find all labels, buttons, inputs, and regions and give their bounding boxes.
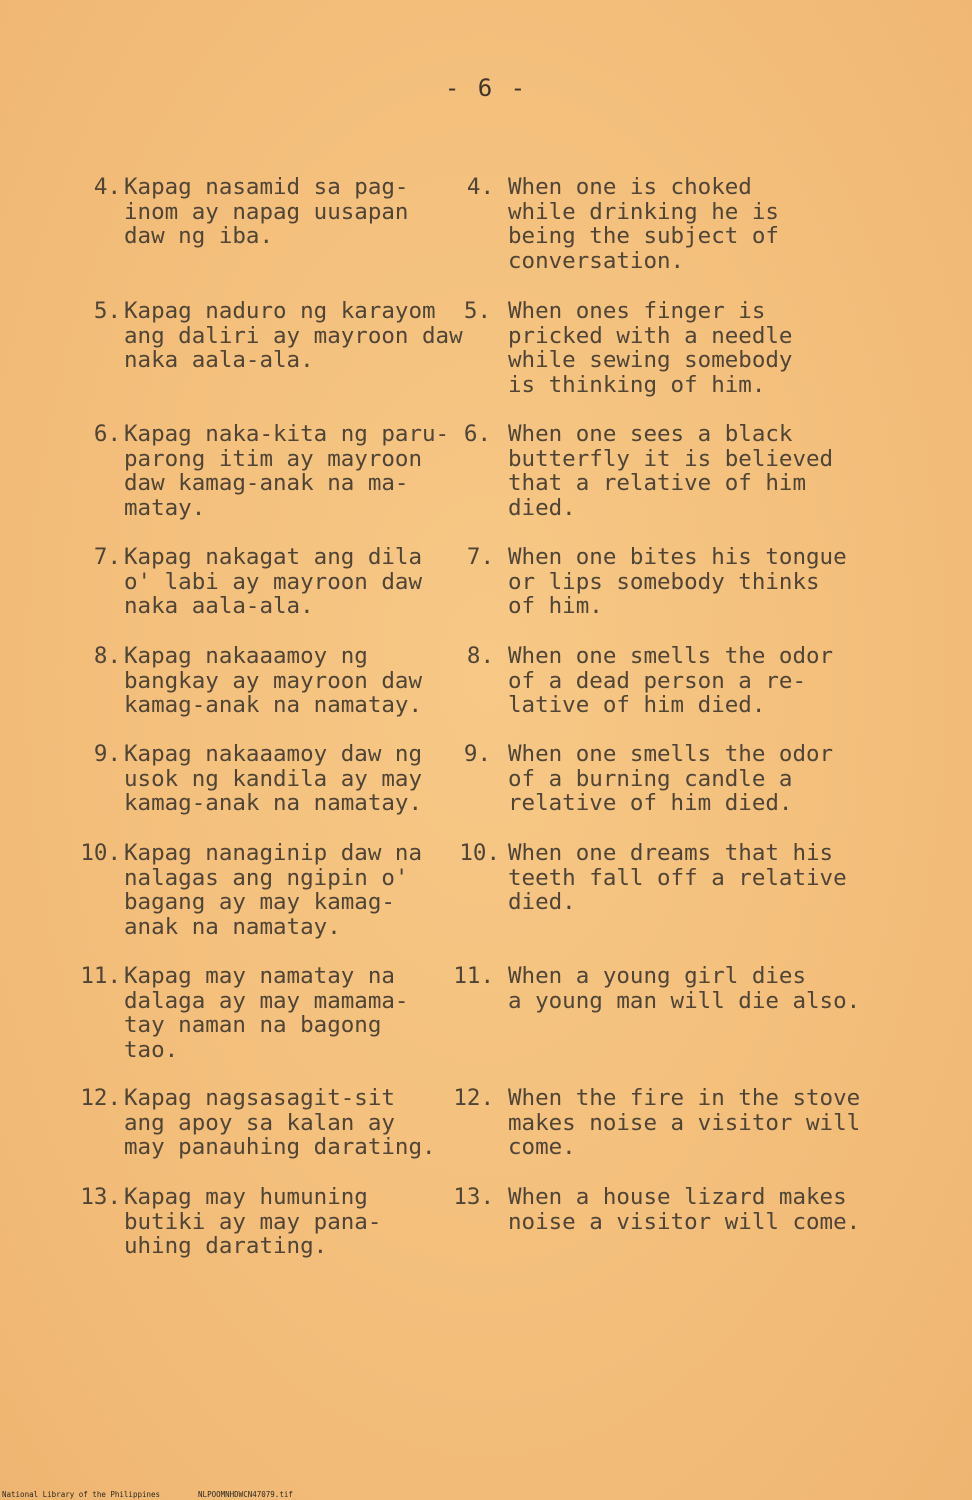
entry-number: 6. (93, 421, 121, 447)
entry-number-english: 6. (463, 421, 491, 447)
entry-number-english: 8. (466, 643, 494, 669)
entry-number: 12. (80, 1085, 121, 1111)
entry-number-english: 7. (466, 544, 494, 570)
english-text: When the fire in the stove makes noise a visitor will come. (508, 1085, 861, 1161)
entry-4 (0, 175, 972, 299)
entry-number-english: 12. (453, 1085, 494, 1111)
english-text: When a young girl dies a young man will die also. (508, 963, 861, 1014)
entry-6 (0, 422, 972, 546)
tagalog-text: Kapag nakagat ang dila o' labi ay mayroon daw naka aala-ala. (124, 544, 423, 620)
entry-13 (0, 1185, 972, 1309)
entry-11 (0, 964, 972, 1088)
tagalog-text: Kapag nasamid sa pag- inom ay napag uusapan daw ng iba. (124, 174, 409, 250)
entry-number: 13. (80, 1184, 121, 1210)
english-text: When a house lizard makes noise a visitor will come. (508, 1184, 861, 1235)
scan-filename: NLPOOMNHDWCN47079.tif (198, 1490, 293, 1499)
entry-number-english: 11. (453, 963, 494, 989)
english-text: When one bites his tongue or lips somebody thinks of him. (508, 544, 847, 620)
tagalog-text: Kapag may humuning butiki ay may pana- uhing darating. (124, 1184, 382, 1260)
english-text: When one smells the odor of a burning candle a relative of him died. (508, 741, 834, 817)
entry-number: 11. (80, 963, 121, 989)
english-text: When one is choked while drinking he is being the subject of conversation. (508, 174, 779, 275)
tagalog-text: Kapag naduro ng karayom ang daliri ay mayroon daw naka aala-ala. (124, 298, 463, 374)
entry-number-english: 13. (453, 1184, 494, 1210)
page-number: - 6 - (444, 74, 528, 102)
library-credit: National Library of the Philippines (2, 1490, 161, 1499)
english-text: When one sees a black butterfly it is believed that a relative of him died. (508, 421, 834, 522)
entry-number: 10. (80, 840, 121, 866)
english-text: When one dreams that his teeth fall off a relative died. (508, 840, 847, 916)
entry-number-english: 9. (463, 741, 491, 767)
tagalog-text: Kapag nagsasagit-sit ang apoy sa kalan ay may panauhing darating. (124, 1085, 436, 1161)
tagalog-text: Kapag may namatay na dalaga ay may mamama- tay naman na bagong tao. (124, 963, 409, 1064)
tagalog-text: Kapag nakaaamoy ng bangkay ay mayroon daw kamag-anak na namatay. (124, 643, 423, 719)
entry-number: 8. (93, 643, 121, 669)
tagalog-text: Kapag nanaginip daw na nalagas ang ngipin o' bagang ay may kamag- anak na namatay. (124, 840, 423, 941)
entry-number-english: 4. (466, 174, 494, 200)
entry-10 (0, 841, 972, 965)
tagalog-text: Kapag nakaaamoy daw ng usok ng kandila ay may kamag-anak na namatay. (124, 741, 423, 817)
entry-number: 4. (93, 174, 121, 200)
tagalog-text: Kapag naka-kita ng paru- parong itim ay mayroon daw kamag-anak na ma- matay. (124, 421, 450, 522)
scan-footer (2, 1490, 331, 1499)
entry-number: 5. (93, 298, 121, 324)
entry-number: 9. (93, 741, 121, 767)
entry-5 (0, 299, 972, 423)
entry-number-english: 10. (459, 840, 500, 866)
english-text: When one smells the odor of a dead person a re- lative of him died. (508, 643, 834, 719)
entry-number-english: 5. (463, 298, 491, 324)
english-text: When ones finger is pricked with a needle while sewing somebody is thinking of him. (508, 298, 793, 399)
entry-number: 7. (93, 544, 121, 570)
